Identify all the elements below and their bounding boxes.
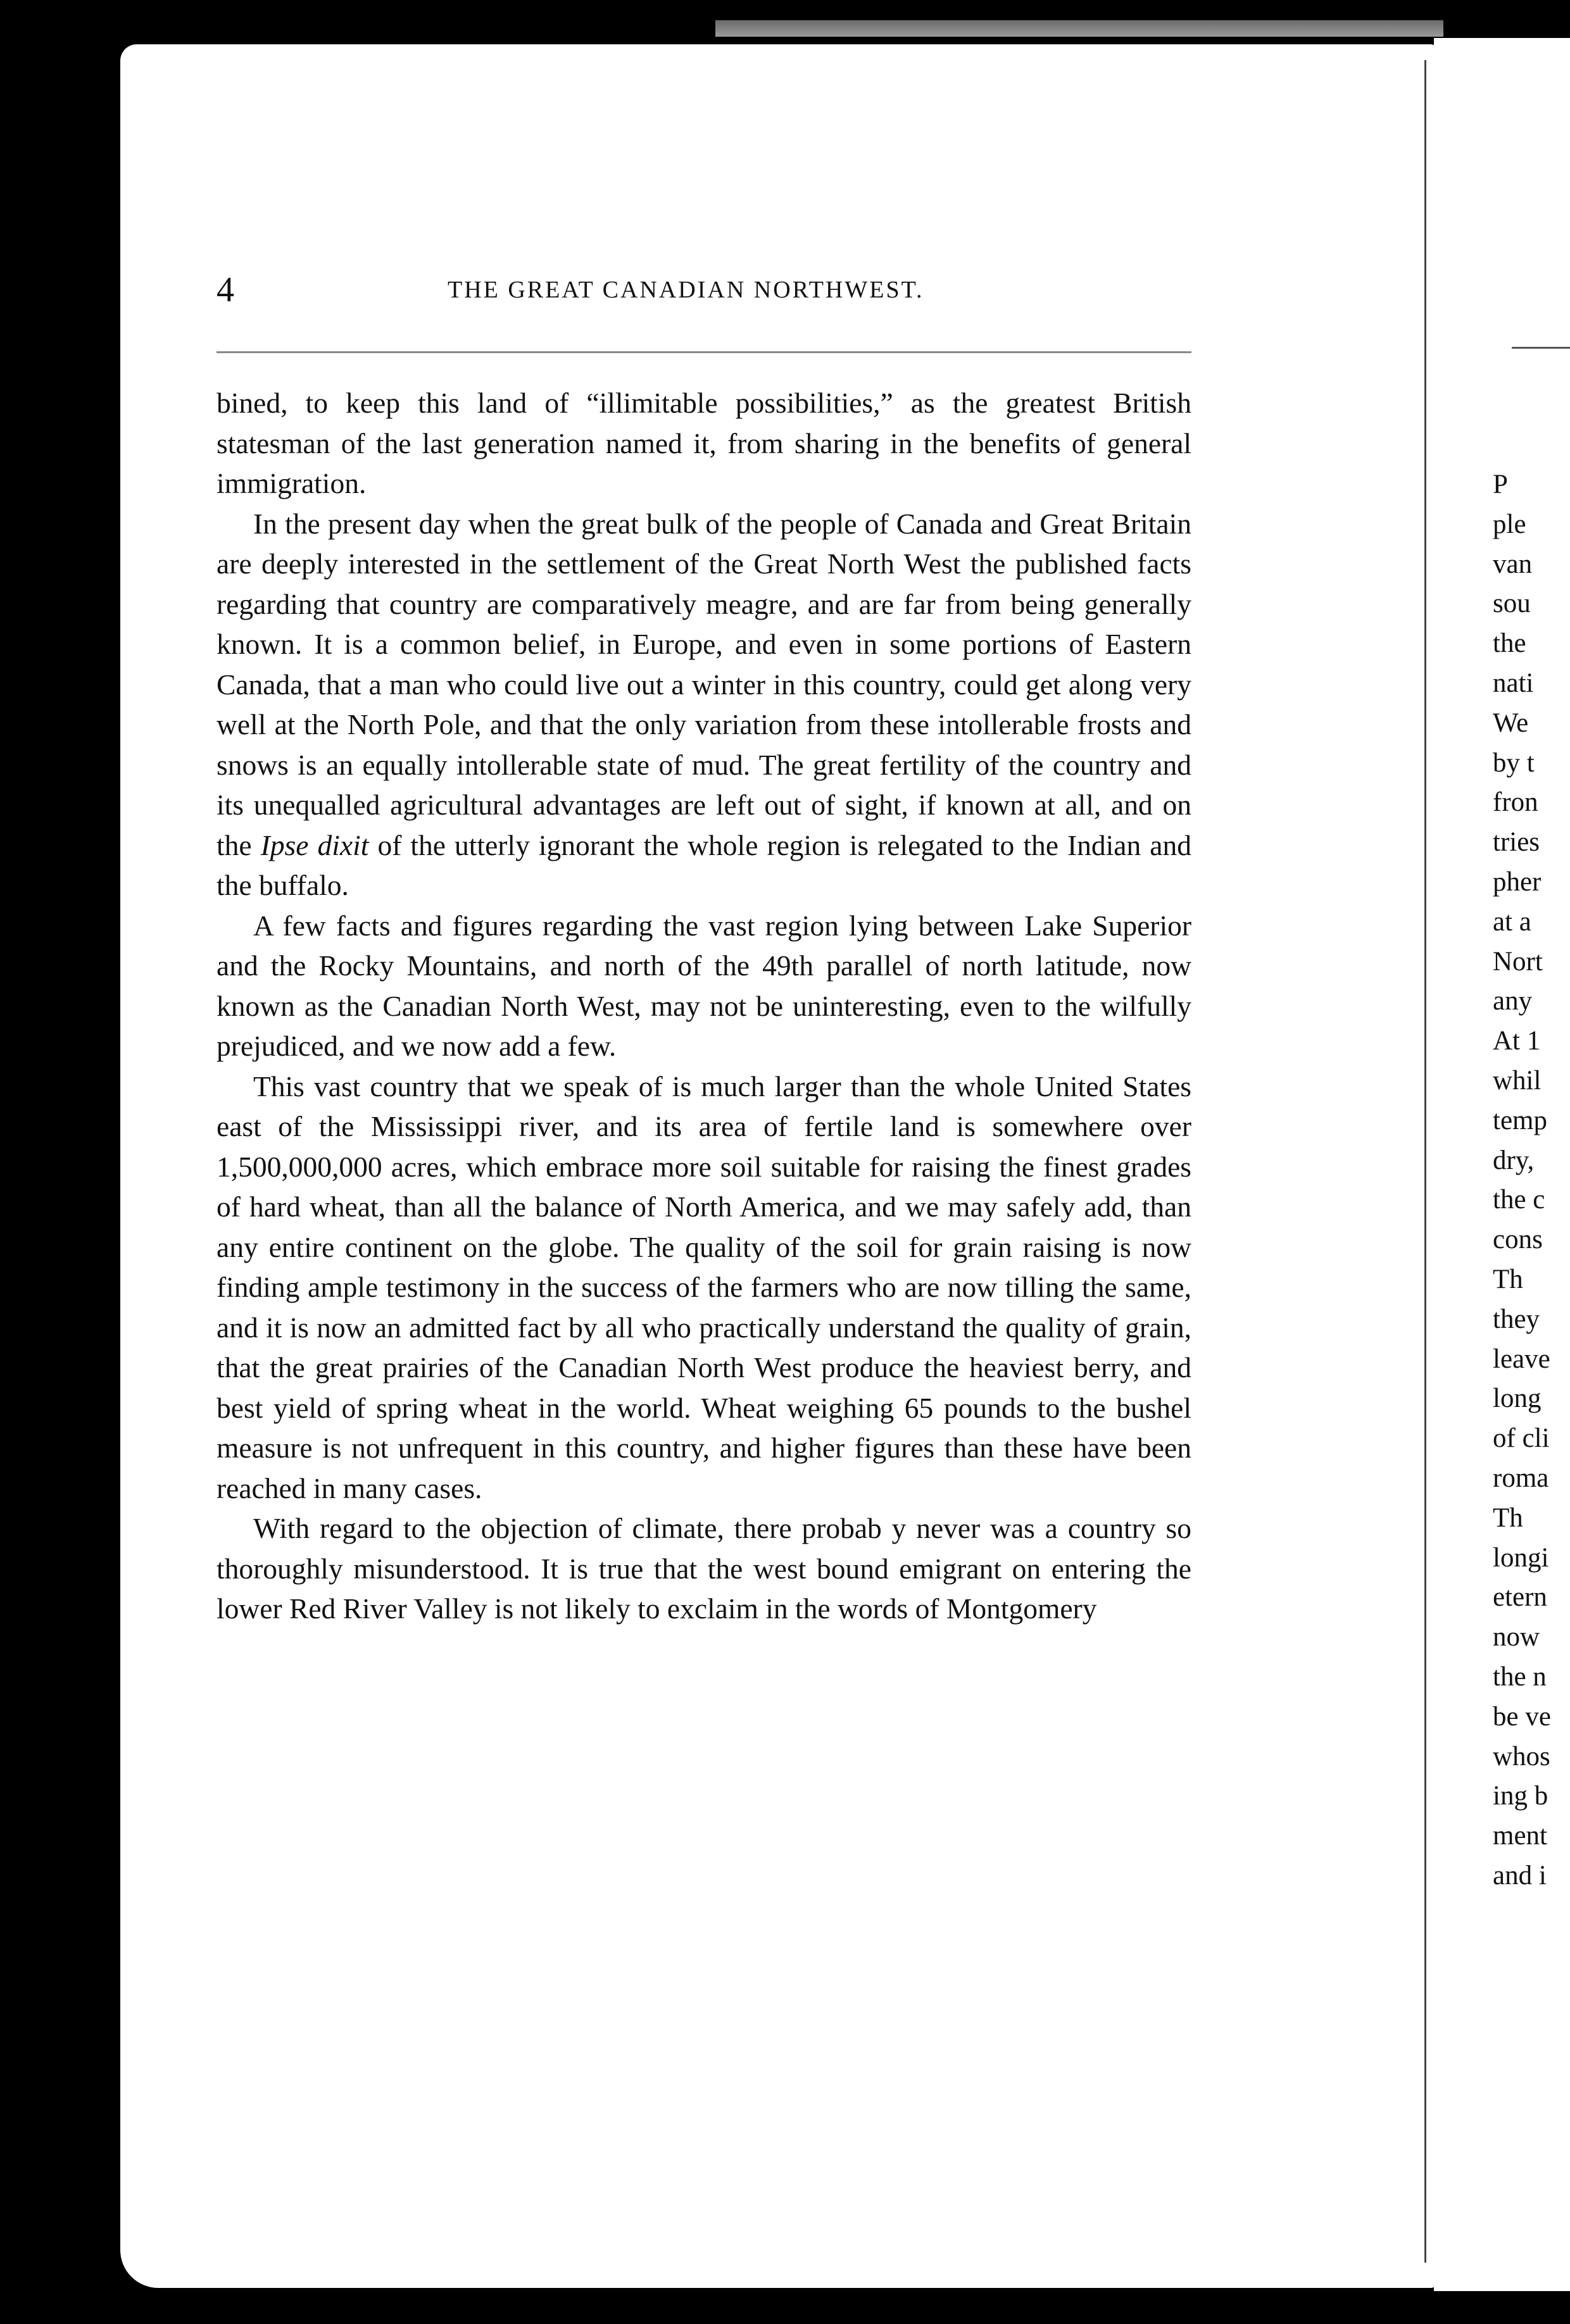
italic-phrase: Ipse dixit xyxy=(260,828,369,861)
facing-page-line-fragment: the n xyxy=(1493,1661,1547,1692)
paragraph-text: In the present day when the great bulk of the people of Canada and Great Britain are deeply interested in the settlement of the Great North West the published facts regarding that country are comparatively meagre, and are far from being generally known. It is a common belief, in Europe, and even in some portions of Eastern Canada, that a man who could live out a winter in this country, could get along very well at the North Pole, and that the only variation from these intollerable frosts and snows is an equally intollerable state of mud. The great fertility of the country and its unequalled agricultural advantages are left out of sight, if known at all, and on the xyxy=(217,507,1191,861)
facing-page-line-fragment: they xyxy=(1493,1304,1540,1334)
scan-top-edge xyxy=(715,20,1443,37)
facing-page-line-fragment: the xyxy=(1493,628,1526,659)
facing-page-line-fragment: of cli xyxy=(1493,1423,1550,1454)
facing-page-rule xyxy=(1512,347,1570,349)
facing-page-line-fragment: P xyxy=(1493,470,1508,499)
facing-page-line-fragment: temp xyxy=(1493,1105,1547,1135)
facing-page-line-fragment: leave xyxy=(1493,1344,1550,1374)
facing-page-line-fragment: long xyxy=(1493,1384,1542,1414)
facing-page-line-fragment: Nort xyxy=(1493,946,1543,977)
paragraph xyxy=(217,383,1191,504)
paragraph xyxy=(217,504,1191,906)
facing-page-line-fragment: fron xyxy=(1493,787,1538,818)
facing-page-line-fragment: We xyxy=(1493,708,1529,738)
header-rule xyxy=(217,351,1191,353)
facing-page-text xyxy=(1493,465,1570,1896)
facing-page-line-fragment: nati xyxy=(1493,668,1534,698)
facing-page-line-fragment: cons xyxy=(1493,1225,1543,1255)
facing-page-line-fragment: longi xyxy=(1493,1542,1549,1573)
facing-page-line-fragment: the c xyxy=(1493,1185,1545,1215)
facing-page-line-fragment: pher xyxy=(1493,866,1542,897)
page-header xyxy=(217,252,1191,328)
facing-page-line-fragment: Th xyxy=(1493,1264,1523,1294)
paragraph-text: A few facts and figures regarding the vast region lying between Lake Superior and the Rocky Mountains, and north of the 49th parallel of north latitude, now known as the Canadian North West, may not be uninteresting, even to the wilfully prejudiced, and we now add a few. xyxy=(217,909,1191,1062)
facing-page-line-fragment: whos xyxy=(1493,1741,1550,1771)
facing-page-line-fragment: any xyxy=(1493,986,1533,1016)
facing-page-line-fragment: van xyxy=(1493,549,1533,579)
facing-page-line-fragment: at a xyxy=(1493,906,1531,937)
facing-page-line-fragment: dry, xyxy=(1493,1145,1535,1175)
facing-page-line-fragment: ple xyxy=(1493,509,1526,539)
paragraph-text: bined, to keep this land of “illimitable possibilities,” as the greatest British statesman of the last generation named it, from sharing in the benefits of general immigration. xyxy=(217,387,1191,499)
page-gutter xyxy=(1424,60,1426,2263)
paragraph-text: With regard to the objection of climate, there probab y never was a country so thoroughly misunderstood. It is true that the west bound emigrant on entering the lower Red River Valley is not likely to exclaim in the words of Montgomery xyxy=(217,1512,1191,1625)
paragraph xyxy=(217,906,1191,1066)
facing-page-line-fragment: tries xyxy=(1493,827,1540,858)
paragraph xyxy=(217,1508,1191,1629)
facing-page-line-fragment: roma xyxy=(1493,1463,1549,1493)
facing-page-line-fragment: sou xyxy=(1493,589,1531,619)
body-text xyxy=(217,383,1191,1629)
facing-page-line-fragment: by t xyxy=(1493,747,1535,778)
running-head: THE GREAT CANADIAN NORTHWEST. xyxy=(448,277,924,303)
facing-page-line-fragment: and i xyxy=(1493,1860,1547,1890)
facing-page-line-fragment: Th xyxy=(1493,1502,1523,1533)
facing-page-line-fragment: whil xyxy=(1493,1065,1542,1096)
facing-page-line-fragment: At 1 xyxy=(1493,1026,1541,1056)
page-number: 4 xyxy=(217,270,234,309)
paragraph-text: of the utterly ignorant the whole region is relegated to the Indian and the buffalo. xyxy=(217,828,1191,901)
facing-page-line-fragment: be ve xyxy=(1493,1701,1551,1732)
paragraph xyxy=(217,1066,1191,1509)
facing-page-line-fragment: etern xyxy=(1493,1582,1547,1613)
paragraph-text: This vast country that we speak of is much larger than the whole United States east of the Mississippi river, and its area of fertile land is somewhere over 1,500,000,000 acres, which embrace more soil suitable for raising the finest grades of hard wheat, than all the balance of North America, and we may safely add, than any entire continent on the globe. The quality of the soil for grain raising is now finding ample testimony in the success of the farmers who are now tilling the same, and it is now an admitted fact by all who practically understand the quality of grain, that the great prairies of the Canadian North West produce the heaviest berry, and best yield of spring wheat in the world. Wheat weighing 65 pounds to the bushel measure is not unfrequent in this country, and higher figures than these have been reached in many cases. xyxy=(217,1070,1191,1504)
facing-page-line-fragment: ment xyxy=(1493,1821,1547,1851)
facing-page-line-fragment: now xyxy=(1493,1622,1540,1652)
facing-page-line-fragment: ing b xyxy=(1493,1781,1548,1811)
